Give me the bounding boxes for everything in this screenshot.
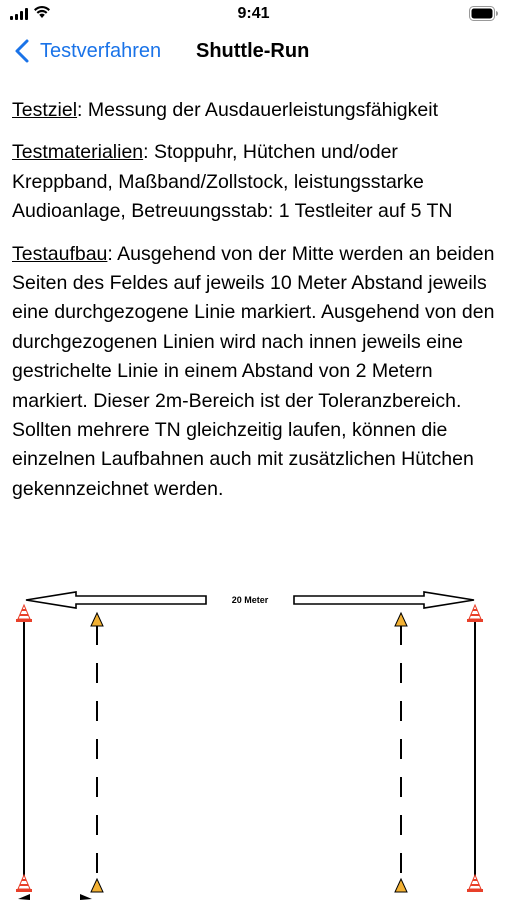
back-button[interactable]: [12, 38, 161, 64]
marker-icon: [395, 879, 407, 892]
status-time: 9:41: [237, 5, 270, 22]
left-distance-arrow: [26, 592, 206, 608]
marker-icon: [395, 613, 407, 626]
marker-icon: [91, 613, 103, 626]
section-testziel: [12, 96, 497, 125]
section-testmaterialien: [12, 138, 497, 226]
cone-icon: [16, 875, 32, 892]
bottom-left-arrow-right: [80, 894, 92, 900]
content: [12, 96, 497, 517]
marker-icon: [91, 879, 103, 892]
section-testaufbau: [12, 240, 497, 505]
battery-icon: [469, 6, 499, 21]
shuttle-run-diagram: [0, 585, 507, 900]
section-text: : Ausgehend von der Mitte werden an beiden Seiten des Feldes auf jeweils 10 Meter Abstand jeweils eine durchgezogene Linie markiert. Ausgehend von den durchgezogenen Linien wird nach innen jeweils eine gestrichelte Linie in einem Abstand von 2 Metern markiert. Dieser 2m-Bereich ist der Toleranzbereich. Sollten mehrere TN gleichzeitig laufen, können die einzelnen Laufbahnen auch mit zusätzlichen Hütchen gekennzeichnet werden.: [12, 242, 495, 500]
section-term: Testaufbau: [12, 242, 108, 265]
cone-icon: [467, 605, 483, 622]
cone-icon: [467, 875, 483, 892]
section-term: Testziel: [12, 99, 78, 121]
navigation-bar: [0, 30, 507, 74]
distance-label: 20 Meter: [231, 595, 269, 605]
chevron-left-icon: [12, 38, 34, 64]
section-text: : Messung der Ausdauerleistungsfähigkeit: [77, 99, 439, 121]
back-button-label: Testverfahren: [40, 39, 162, 62]
page-title: Shuttle-Run: [196, 40, 310, 62]
right-distance-arrow: [294, 592, 474, 608]
status-bar: [0, 0, 507, 30]
bottom-left-arrow: [18, 894, 30, 900]
section-term: Testmaterialien: [12, 141, 144, 164]
section-text: : Stoppuhr, Hütchen und/oder Kreppband, Maßband/Zollstock, leistungsstarke Audioanlage, Betreuungsstab: 1 Testleiter auf 5 TN: [12, 141, 453, 223]
cone-icon: [16, 605, 32, 622]
